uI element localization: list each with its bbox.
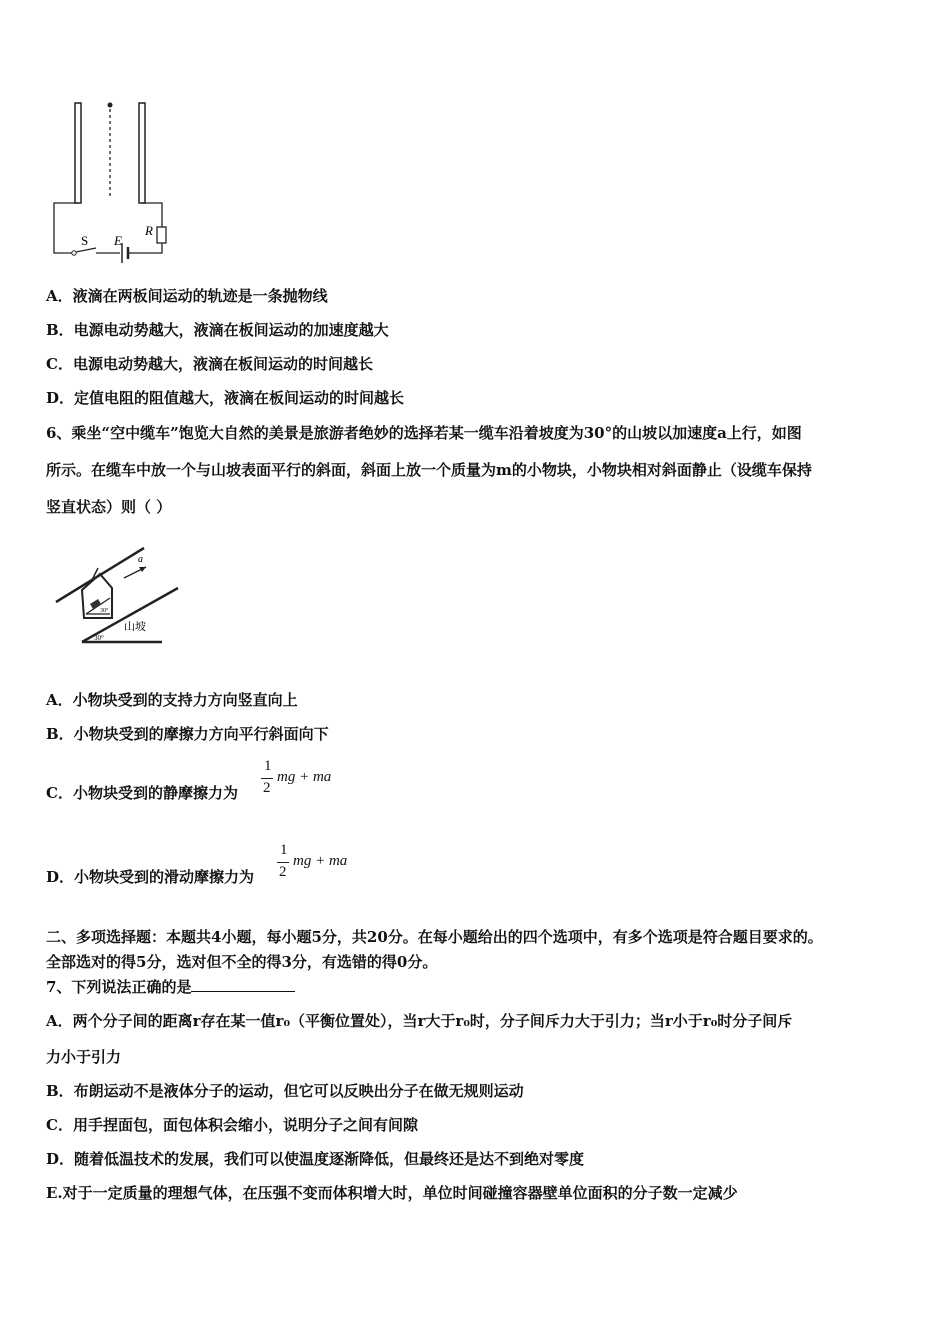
capacitor-circuit-figure — [46, 95, 176, 265]
q7-option-e: E.对于一定质量的理想气体，在压强不变而体积增大时，单位时间碰撞容器壁单位面积的分子数一定减少 — [46, 1184, 738, 1202]
fraction-numerator: 1 — [280, 842, 288, 858]
q7-option-b: B．布朗运动不是液体分子的运动，但它可以反映出分子在做无规则运动 — [46, 1082, 524, 1100]
q7-stem — [46, 977, 295, 997]
emf-label: E — [114, 233, 122, 248]
q7-option-c: C．用手捏面包，面包体积会缩小，说明分子之间有间隙 — [46, 1116, 418, 1134]
section-2-heading-line-1: 二、多项选择题：本题共4小题，每小题5分，共20分。在每小题给出的四个选项中，有多个选项是符合题目要求的。 — [46, 928, 823, 946]
q5-option-d: D．定值电阻的阻值越大，液滴在板间运动的时间越长 — [46, 389, 405, 407]
q7-option-a-line-2: 力小于引力 — [46, 1048, 122, 1066]
section-2-heading-line-2: 全部选对的得5分，选对但不全的得3分，有选错的得0分。 — [46, 953, 438, 971]
q7-stem-text: 7、下列说法正确的是 — [46, 978, 192, 996]
slope-label: 山坡 — [124, 621, 146, 633]
q6-option-c: C．小物块受到的静摩擦力为 — [46, 784, 238, 802]
option-d-formula — [276, 842, 376, 888]
fraction-denominator: 2 — [263, 780, 271, 796]
q6-stem-line-3: 竖直状态）则（ ） — [46, 498, 172, 516]
incline-angle-label: 30° — [100, 608, 109, 614]
switch-label: S — [81, 233, 89, 248]
q6-option-a: A．小物块受到的支持力方向竖直向上 — [46, 691, 298, 709]
q6-option-d: D．小物块受到的滑动摩擦力为 — [46, 868, 255, 886]
acceleration-label: a — [138, 554, 143, 565]
q6-option-b: B．小物块受到的摩擦力方向平行斜面向下 — [46, 725, 329, 743]
q6-stem-line-2: 所示。在缆车中放一个与山坡表面平行的斜面，斜面上放一个质量为m的小物块，小物块相对斜面静止（设缆车保持 — [46, 461, 812, 479]
resistor-label: R — [145, 223, 153, 238]
q7-option-a-line-1: A．两个分子间的距离r存在某一值r₀（平衡位置处），当r大于r₀时，分子间斥力大于引力；当r小于r₀时分子间斥 — [46, 1012, 793, 1030]
slope-angle-label: 30° — [94, 634, 104, 642]
answer-blank — [191, 977, 295, 992]
q5-option-b: B．电源电动势越大，液滴在板间运动的加速度越大 — [46, 321, 389, 339]
cable-car-figure — [52, 540, 182, 660]
q5-option-a: A．液滴在两板间运动的轨迹是一条抛物线 — [46, 287, 328, 305]
formula-tail: mg + ma — [293, 853, 348, 869]
q6-stem-line-1: 6、乘坐“空中缆车”饱览大自然的美景是旅游者绝妙的选择若某一缆车沿着坡度为30°的山坡以加速度a上行，如图 — [46, 424, 802, 442]
option-c-formula — [260, 758, 360, 804]
q7-option-d: D．随着低温技术的发展，我们可以使温度逐渐降低，但最终还是达不到绝对零度 — [46, 1150, 585, 1168]
formula-tail: mg + ma — [277, 769, 332, 785]
q5-option-c: C．电源电动势越大，液滴在板间运动的时间越长 — [46, 355, 373, 373]
fraction-denominator: 2 — [279, 864, 287, 880]
fraction-numerator: 1 — [264, 758, 272, 774]
